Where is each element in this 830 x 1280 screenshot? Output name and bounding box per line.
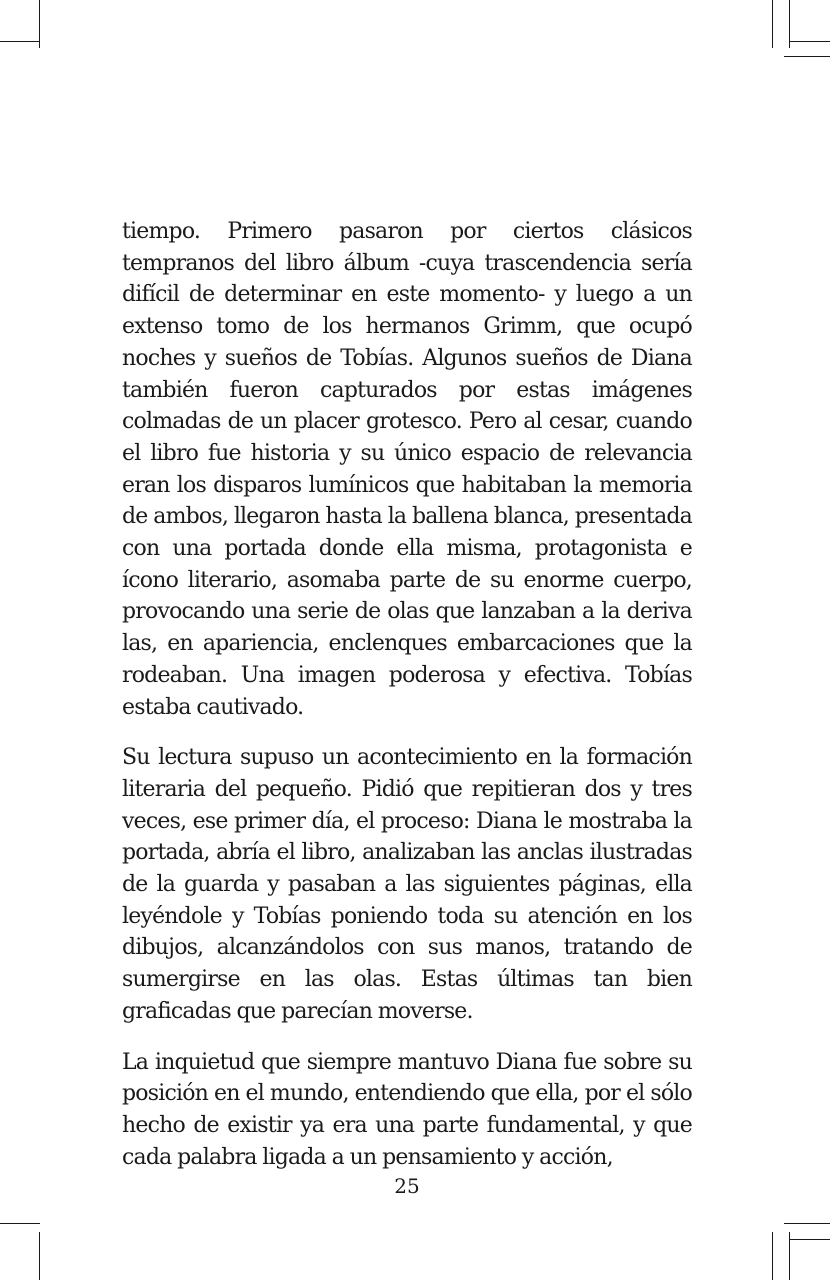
paragraph: Su lectura supuso un acontecimiento en la formación literaria del pequeño. Pidió que repitieran dos y tres veces, ese primer día, el proceso: Diana le mostraba la portada, abría el libro, analizaban las anclas ilustradas de la guarda y pasaban a las siguientes páginas, ella leyéndole y Tobías poniendo toda su atención en los dibujos, alcanzándolos con sus manos, tratando de sumergirse en las olas. Estas últimas tan bien graficadas que parecían moverse.: [122, 745, 692, 1024]
crop-mark-bottom-left-vertical: [39, 1232, 40, 1280]
page-number: 25: [394, 1174, 420, 1198]
paragraph: La inquietud que siempre mantuvo Diana fue sobre su posición en el mundo, entendiendo que ella, por el sólo hecho de existir ya era una parte fundamental, y que cada palabra ligada a un pensamiento y acción,: [122, 1049, 692, 1170]
crop-mark-bottom-right-horizontal-lower: [790, 1239, 830, 1240]
crop-mark-top-left-horizontal: [0, 41, 40, 42]
crop-mark-top-right-horizontal-lower: [784, 56, 830, 57]
paragraph: tiempo. Primero pasaron por ciertos clásicos tempranos del libro álbum -cuya trascendencia sería difícil de determinar en este momento- y luego a un extenso tomo de los hermanos Grimm, que ocupó noches y sueños de Tobías. Algunos sueños de Diana también fueron capturados por estas imágenes colmadas de un placer grotesco. Pero al cesar, cuando el libro fue historia y su único espacio de relevancia eran los disparos lumínicos que habitaban la memoria de ambos, llegaron hasta la ballena blanca, presentada con una portada donde ella misma, protagonista e ícono literario, asomaba parte de su enorme cuerpo, provocando una serie de olas que lanzaban a la deriva las, en apariencia, enclenques embarcaciones que la rodeaban. Una imagen poderosa y efectiva. Tobías estaba cautivado.: [122, 219, 692, 720]
body-text: [122, 216, 692, 1192]
crop-mark-bottom-left-horizontal: [0, 1223, 40, 1224]
crop-mark-bottom-right-horizontal-upper: [784, 1223, 830, 1224]
crop-mark-bottom-right-vertical-outer: [789, 1232, 790, 1280]
crop-mark-bottom-right-vertical-inner: [772, 1232, 773, 1280]
crop-mark-top-right-horizontal-upper: [790, 41, 830, 42]
crop-mark-top-right-vertical-inner: [772, 0, 773, 48]
